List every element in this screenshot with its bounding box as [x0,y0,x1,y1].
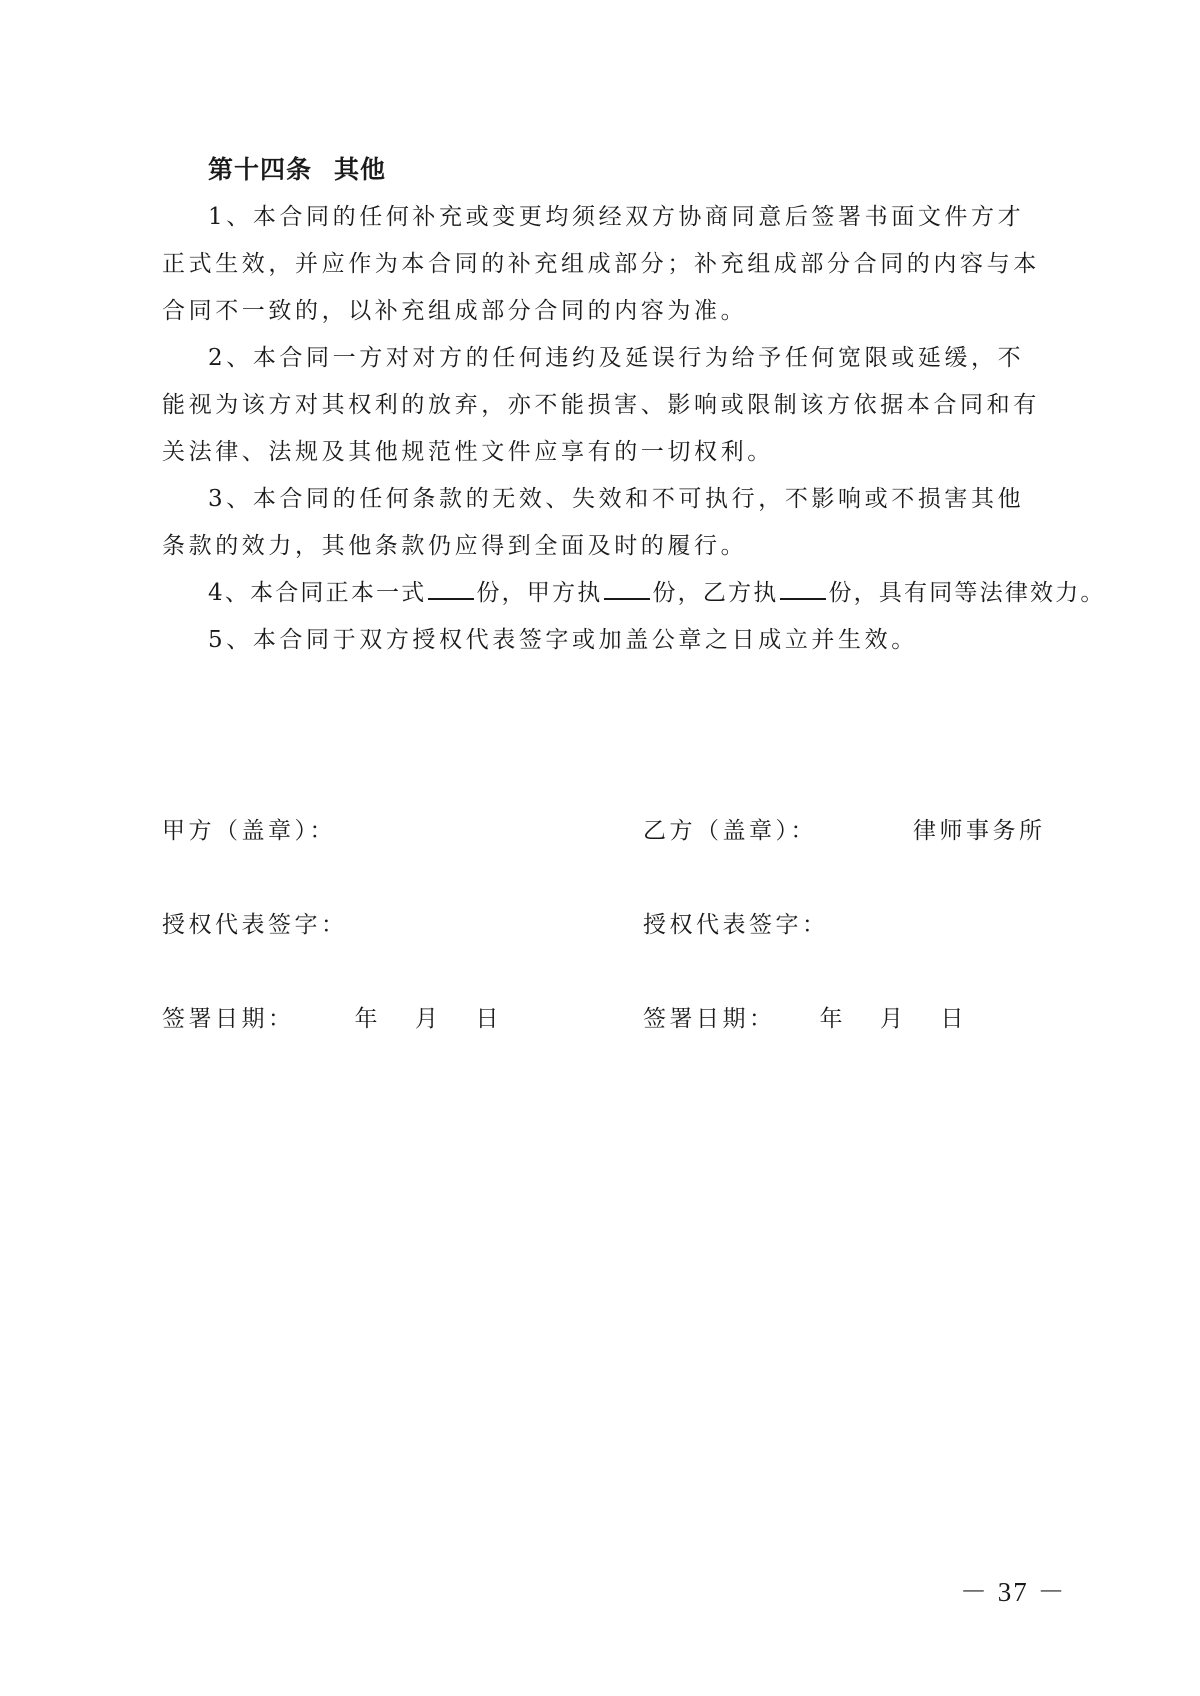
clause-3: 3、本合同的任何条款的无效、失效和不可执行，不影响或不损害其他条款的效力，其他条款仍应得到全面及时的履行。 [162,486,1025,559]
article-title: 其他 [334,155,387,184]
clause-1: 1、本合同的任何补充或变更均须经双方协商同意后签署书面文件方才正式生效，并应作为本合同的补充组成部分；补充组成部分合同的内容与本合同不一致的，以补充组成部分合同的内容为准。 [162,204,1040,324]
party-b-rep-label: 授权代表签字： [643,912,829,938]
clause-2: 2、本合同一方对对方的任何违约及延误行为给予任何宽限或延缓，不能视为该方对其权利的放弃，亦不能损害、影响或限制该方依据本合同和有关法律、法规及其他规范性文件应享有的一切权利。 [162,345,1040,465]
year-label: 年 [354,1006,381,1032]
date-label: 签署日期： [162,1006,295,1032]
copies-party-b-blank [780,576,826,600]
date-label: 签署日期： [643,1006,776,1032]
clause-4-text-3: 份，乙方执 [652,580,779,606]
party-b-firm-name: 律师事务所 [913,818,1046,844]
copies-party-a-blank [604,576,650,600]
month-label: 月 [880,1006,907,1032]
day-label: 日 [475,1006,502,1032]
party-a-date-line [162,1004,502,1034]
party-b-date-line [643,1004,967,1034]
article-heading [208,152,386,188]
clause-5: 5、本合同于双方授权代表签字或加盖公章之日成立并生效。 [208,627,918,653]
clause-4-text-2: 份，甲方执 [476,580,603,606]
page-number: － 37 － [960,1577,1067,1607]
clause-4-text-1: 4、本合同正本一式 [208,580,427,606]
month-label: 月 [415,1006,442,1032]
day-label: 日 [940,1006,967,1032]
party-a-rep-label: 授权代表签字： [162,912,348,938]
year-label: 年 [819,1006,846,1032]
article-number: 第十四条 [208,155,313,184]
party-a-seal-label: 甲方（盖章）： [162,818,336,844]
clause-4-text-4: 份，具有同等法律效力。 [828,580,1106,606]
party-b-seal-label: 乙方（盖章）： [643,818,817,844]
clause-4 [162,570,1106,617]
copies-total-blank [428,576,474,600]
